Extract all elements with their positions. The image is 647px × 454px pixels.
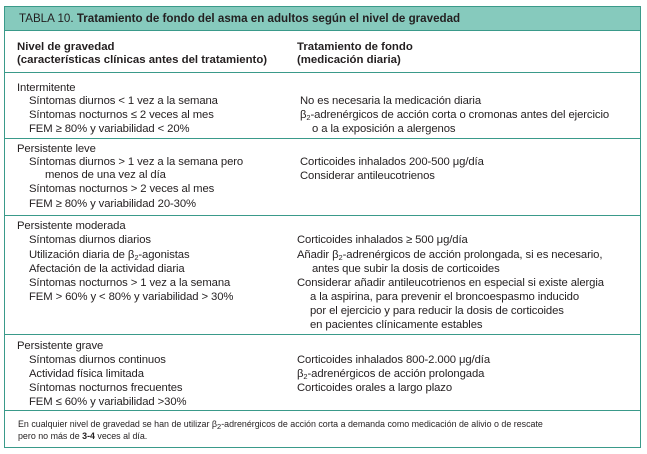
table-title-bar: [5, 7, 640, 31]
criterion-text: Síntomas diurnos < 1 vez a la semana: [29, 95, 218, 107]
footnote-divider: [5, 410, 640, 411]
beta-subscript: 2: [306, 113, 311, 122]
footnote-line-1: En cualquier nivel de gravedad se han de utilizar $\beta_2$-adrenérgicos de acción corta a demanda como medicación de alivio o de rescate: [18, 419, 543, 431]
group-divider: [5, 138, 640, 139]
criterion-text: Actividad física limitada: [29, 368, 144, 380]
treatment-text: o a la exposición a alergenos: [312, 123, 456, 135]
column-header-left: [17, 41, 267, 67]
beta-symbol: β: [332, 249, 339, 261]
criterion-text: FEM ≤ 60% y variabilidad >30%: [29, 396, 187, 408]
treatment-text: Corticoides inhalados 200-500 μg/día: [300, 156, 484, 168]
header-left-line-1: Nivel de gravedad: [17, 41, 115, 53]
treatment-text: en pacientes clínicamente estables: [310, 319, 483, 331]
group-divider: [5, 215, 640, 216]
treatment-text: $\beta_2$-adrenérgicos de acción prolongada: [297, 368, 485, 381]
criterion-text: Síntomas diurnos > 1 vez a la semana pero: [29, 156, 244, 168]
beta-symbol: β: [297, 368, 304, 380]
criterion-text: FEM > 60% y < 80% y variabilidad > 30%: [29, 291, 234, 303]
group-name: Persistente grave: [17, 340, 104, 352]
criterion-text: Síntomas diurnos continuos: [29, 354, 166, 366]
treatment-text: por el ejercicio y para reducir la dosis de corticoides: [310, 305, 564, 317]
beta-symbol: β: [300, 109, 307, 121]
treatment-text: a la aspirina, para prevenir el broncoespasmo inducido: [310, 291, 580, 303]
header-right-line-1: Tratamiento de fondo: [297, 41, 413, 53]
group-divider: [5, 334, 640, 335]
group-name: Persistente leve: [17, 143, 96, 155]
beta-subscript: 2: [217, 422, 222, 431]
header-right-line-2: (medicación diaria): [297, 54, 401, 66]
footnote-line-2: pero no más de 3-4 veces al día.: [18, 431, 148, 441]
table-title-text: Tratamiento de fondo del asma en adultos según el nivel de gravedad: [76, 12, 461, 25]
criterion-text: FEM ≥ 80% y variabilidad < 20%: [29, 123, 190, 135]
group-name: Intermitente: [17, 82, 76, 94]
beta-subscript: 2: [338, 253, 343, 262]
treatment-text: No es necesaria la medicación diaria: [300, 95, 482, 107]
treatment-text: $\beta_2$-adrenérgicos de acción corta o cromonas antes del ejercicio: [300, 109, 610, 122]
beta-subscript: 2: [134, 253, 139, 262]
treatment-text: Considerar añadir antileucotrienos en especial si existe alergia: [297, 277, 604, 289]
header-left-line-2: (características clínicas antes del tratamiento): [17, 54, 268, 66]
criterion-text: Síntomas nocturnos frecuentes: [29, 382, 183, 394]
treatment-text: antes que subir la dosis de corticoides: [312, 263, 500, 275]
criterion-text: FEM ≥ 80% y variabilidad 20-30%: [29, 198, 196, 210]
criterion-text: Afectación de la actividad diaria: [29, 263, 185, 275]
criterion-text: Síntomas nocturnos ≤ 2 veces al mes: [29, 109, 214, 121]
header-divider: [5, 72, 640, 73]
table-number: TABLA 10.: [19, 12, 74, 25]
criterion-text: Utilización diaria de $\beta_2$-agonistas: [29, 249, 190, 262]
treatment-text: Corticoides inhalados ≥ 500 μg/día: [297, 234, 468, 246]
table-title: [19, 12, 460, 26]
criterion-text: Síntomas nocturnos > 1 vez a la semana: [29, 277, 231, 289]
beta-subscript: 2: [303, 372, 308, 381]
criterion-text: menos de una vez al día: [45, 169, 166, 181]
beta-symbol: β: [127, 249, 135, 261]
criterion-text: Síntomas nocturnos > 2 veces al mes: [29, 183, 215, 195]
criterion-text: Síntomas diurnos diarios: [29, 234, 151, 246]
beta-symbol: β: [211, 419, 218, 429]
table-frame: [4, 6, 641, 448]
treatment-text: Corticoides orales a largo plazo: [297, 382, 453, 394]
column-header-right: [297, 41, 413, 67]
treatment-text: Corticoides inhalados 800-2.000 μg/día: [297, 354, 491, 366]
treatment-text: Añadir $\beta_2$-adrenérgicos de acción prolongada, si es necesario,: [297, 249, 603, 262]
treatment-text: Considerar antileucotrienos: [300, 170, 435, 182]
group-name: Persistente moderada: [17, 220, 126, 232]
